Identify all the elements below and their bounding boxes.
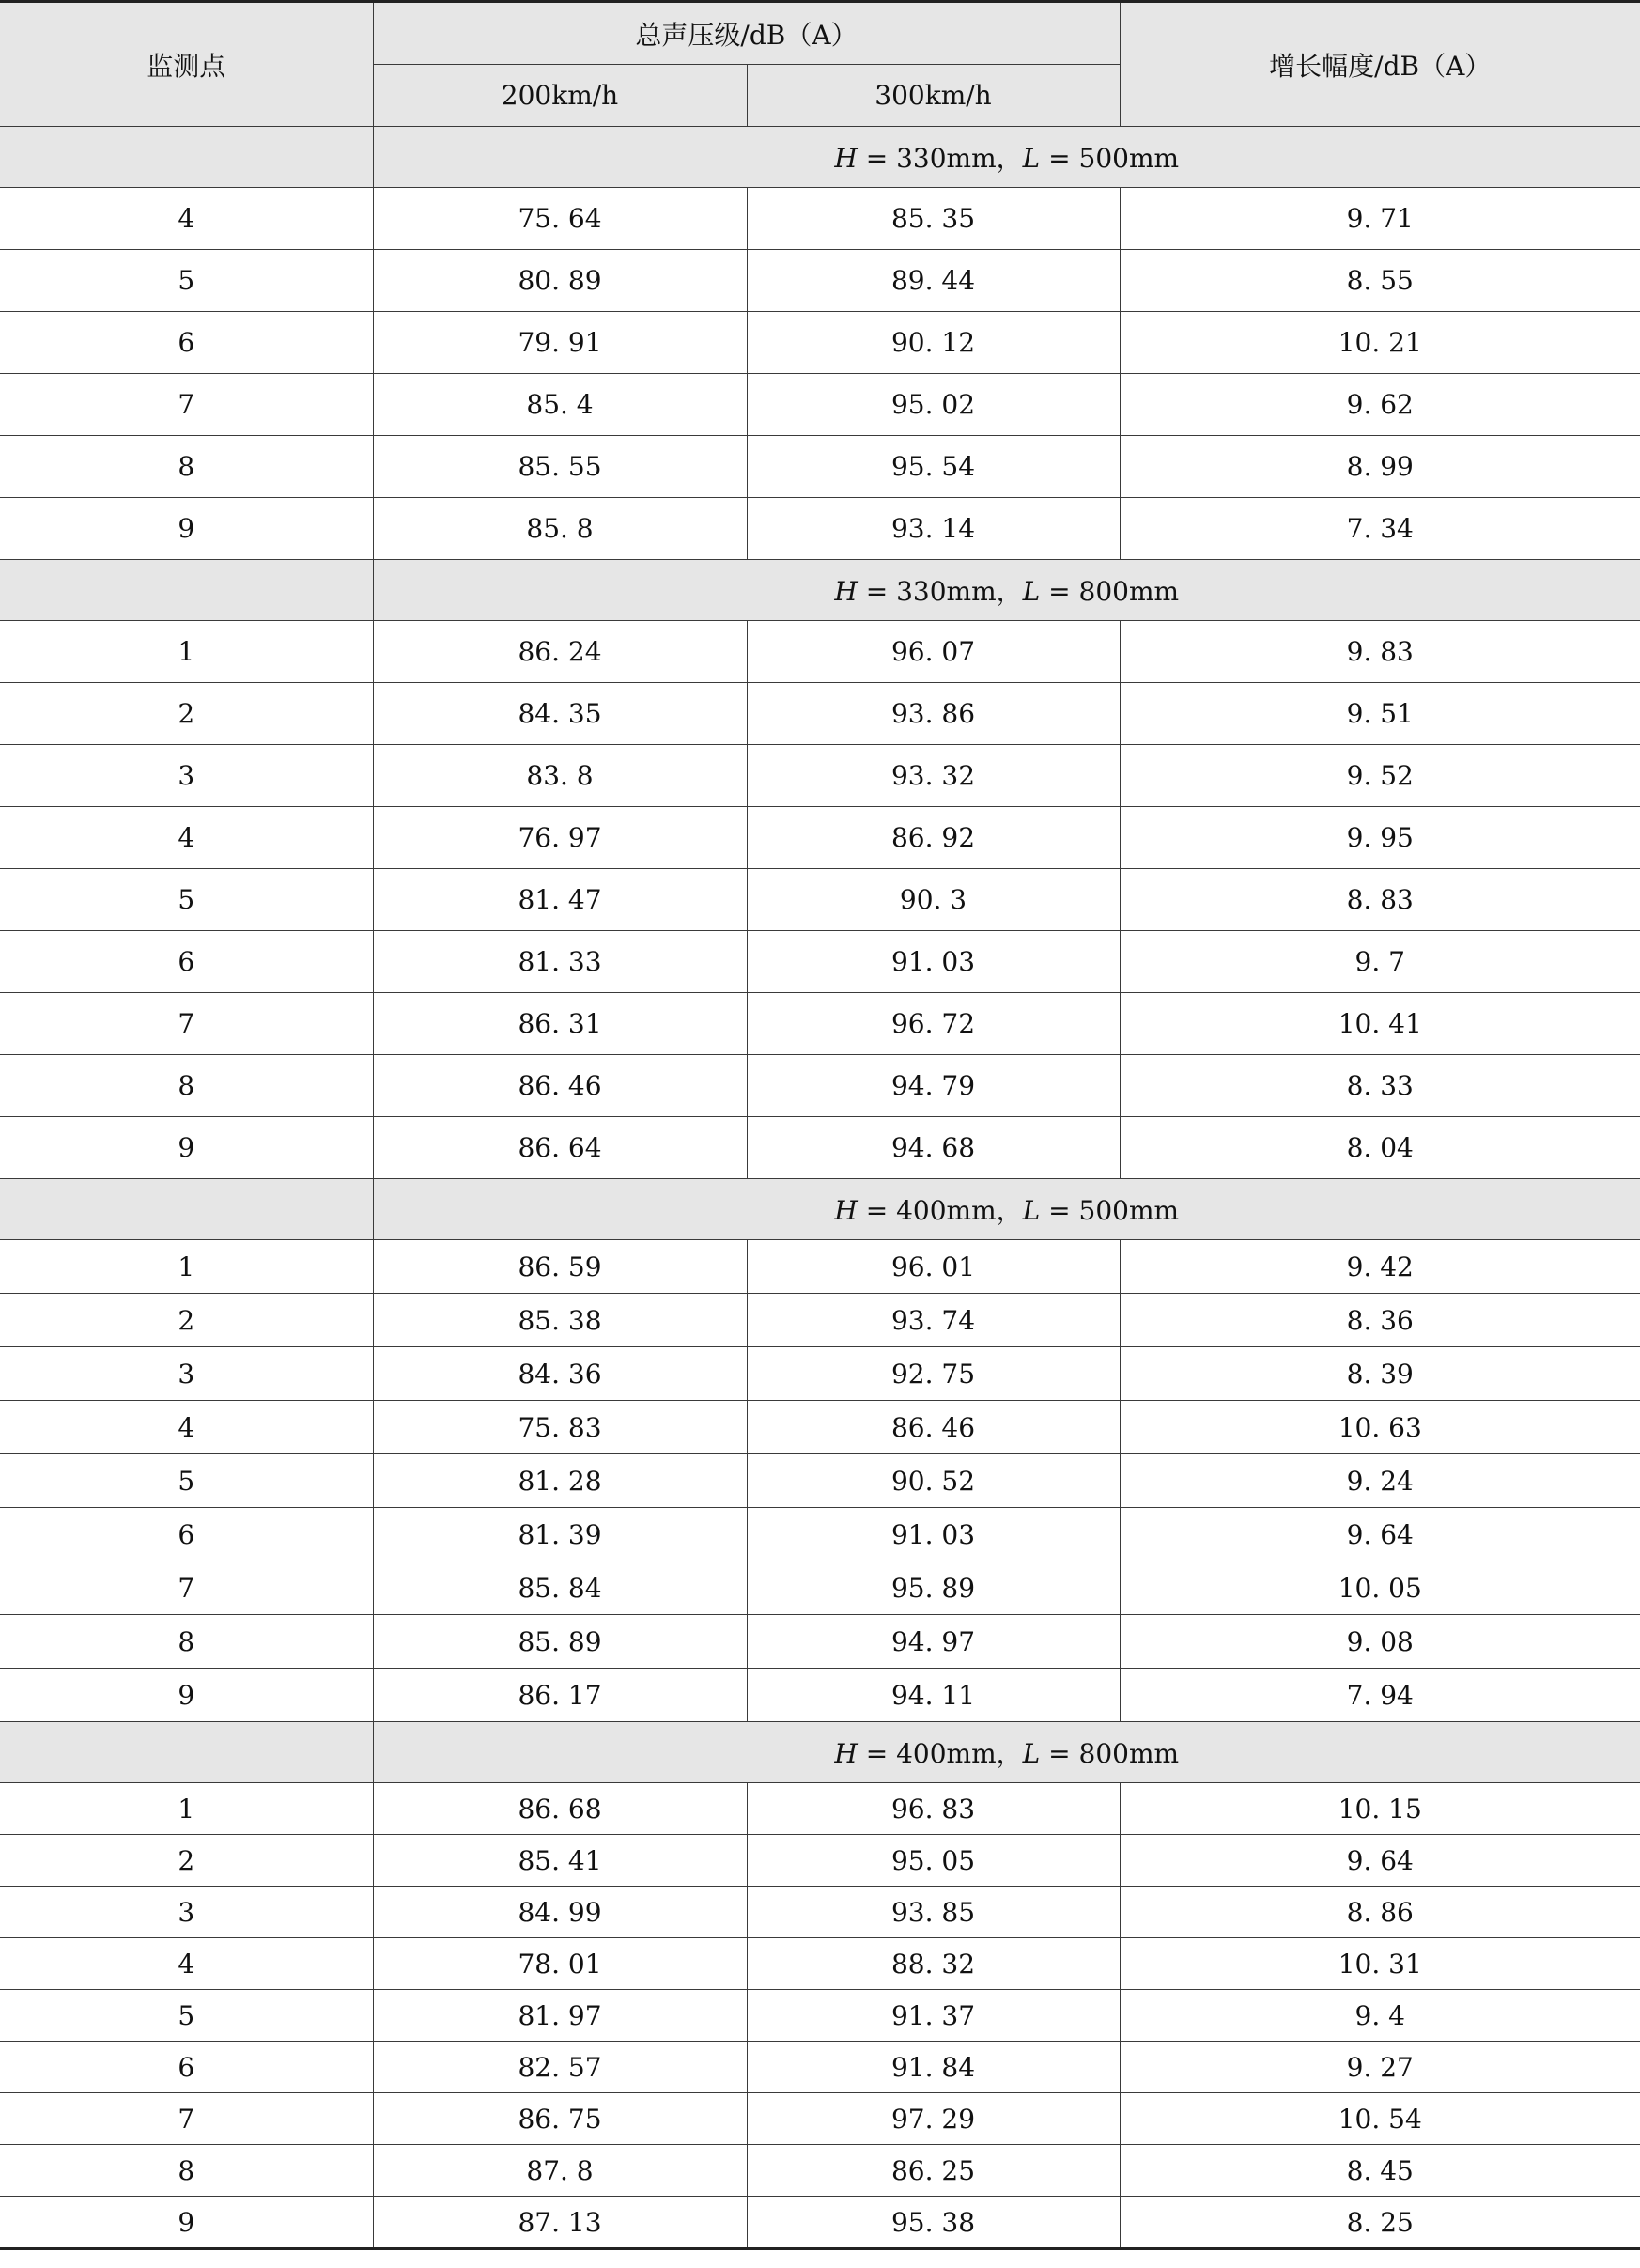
cell-increase: 9. 83 <box>1120 621 1640 683</box>
table-row <box>0 436 1640 498</box>
cell-monitor-point: 3 <box>0 1887 373 1938</box>
cell-spl-200: 87. 8 <box>373 2145 747 2197</box>
cell-increase: 8. 99 <box>1120 436 1640 498</box>
cell-increase: 9. 51 <box>1120 683 1640 745</box>
cell-spl-200: 78. 01 <box>373 1938 747 1990</box>
cell-increase: 10. 21 <box>1120 312 1640 374</box>
cell-monitor-point: 5 <box>0 250 373 312</box>
cell-increase: 10. 41 <box>1120 993 1640 1055</box>
table-row <box>0 1835 1640 1887</box>
cell-spl-200: 81. 33 <box>373 931 747 993</box>
cell-spl-300: 90. 3 <box>747 869 1120 931</box>
cell-monitor-point: 6 <box>0 931 373 993</box>
cell-spl-300: 90. 52 <box>747 1454 1120 1508</box>
cell-increase: 9. 64 <box>1120 1835 1640 1887</box>
cell-spl-300: 91. 37 <box>747 1990 1120 2042</box>
cell-increase: 9. 27 <box>1120 2042 1640 2093</box>
cell-increase: 10. 63 <box>1120 1401 1640 1454</box>
table-header <box>0 2 1640 127</box>
section-h-value: = 400mm， <box>857 1195 1023 1226</box>
cell-spl-300: 95. 02 <box>747 374 1120 436</box>
cell-monitor-point: 2 <box>0 1294 373 1347</box>
table-row <box>0 1887 1640 1938</box>
table-row <box>0 1401 1640 1454</box>
cell-increase: 9. 52 <box>1120 745 1640 807</box>
table-row <box>0 1294 1640 1347</box>
cell-monitor-point: 4 <box>0 188 373 250</box>
cell-monitor-point: 6 <box>0 2042 373 2093</box>
cell-monitor-point: 6 <box>0 312 373 374</box>
cell-spl-300: 97. 29 <box>747 2093 1120 2145</box>
table-row <box>0 1561 1640 1615</box>
table-row <box>0 2145 1640 2197</box>
section-h-variable: H <box>834 576 858 607</box>
section-condition-label <box>373 127 1640 188</box>
table-row <box>0 2093 1640 2145</box>
cell-spl-300: 96. 01 <box>747 1240 1120 1294</box>
section-blank-cell <box>0 1722 373 1783</box>
header-speed-200: 200km/h <box>373 65 747 127</box>
table-row <box>0 1508 1640 1561</box>
cell-spl-200: 87. 13 <box>373 2197 747 2249</box>
cell-increase: 10. 05 <box>1120 1561 1640 1615</box>
cell-increase: 10. 15 <box>1120 1783 1640 1835</box>
cell-spl-300: 94. 68 <box>747 1117 1120 1179</box>
cell-spl-300: 93. 86 <box>747 683 1120 745</box>
cell-monitor-point: 7 <box>0 2093 373 2145</box>
cell-increase: 9. 42 <box>1120 1240 1640 1294</box>
table-row <box>0 993 1640 1055</box>
cell-monitor-point: 4 <box>0 1938 373 1990</box>
section-header-row <box>0 1722 1640 1783</box>
cell-spl-300: 91. 03 <box>747 1508 1120 1561</box>
table-row <box>0 2042 1640 2093</box>
cell-monitor-point: 8 <box>0 1055 373 1117</box>
header-monitor-point: 监测点 <box>0 2 373 127</box>
cell-spl-300: 95. 05 <box>747 1835 1120 1887</box>
cell-spl-300: 96. 83 <box>747 1783 1120 1835</box>
cell-monitor-point: 7 <box>0 993 373 1055</box>
cell-increase: 8. 55 <box>1120 250 1640 312</box>
section-h-value: = 400mm， <box>857 1738 1023 1769</box>
cell-spl-300: 90. 12 <box>747 312 1120 374</box>
cell-monitor-point: 2 <box>0 1835 373 1887</box>
table-row <box>0 683 1640 745</box>
section-header-row <box>0 560 1640 621</box>
section-header-row <box>0 127 1640 188</box>
cell-spl-300: 93. 85 <box>747 1887 1120 1938</box>
section-h-variable: H <box>834 1195 858 1226</box>
cell-spl-300: 91. 03 <box>747 931 1120 993</box>
table-body <box>0 127 1640 2249</box>
table-row <box>0 374 1640 436</box>
cell-spl-300: 95. 38 <box>747 2197 1120 2249</box>
cell-spl-200: 76. 97 <box>373 807 747 869</box>
cell-monitor-point: 9 <box>0 2197 373 2249</box>
section-condition-label <box>373 1179 1640 1240</box>
cell-spl-300: 91. 84 <box>747 2042 1120 2093</box>
cell-increase: 9. 7 <box>1120 931 1640 993</box>
section-blank-cell <box>0 127 373 188</box>
cell-increase: 8. 86 <box>1120 1887 1640 1938</box>
section-condition-label <box>373 1722 1640 1783</box>
section-l-variable: L <box>1022 1738 1041 1769</box>
table-row <box>0 1347 1640 1401</box>
cell-spl-300: 94. 97 <box>747 1615 1120 1669</box>
cell-increase: 8. 33 <box>1120 1055 1640 1117</box>
cell-monitor-point: 9 <box>0 498 373 560</box>
cell-increase: 7. 94 <box>1120 1669 1640 1722</box>
cell-spl-300: 93. 32 <box>747 745 1120 807</box>
cell-monitor-point: 2 <box>0 683 373 745</box>
cell-monitor-point: 5 <box>0 869 373 931</box>
cell-spl-200: 84. 99 <box>373 1887 747 1938</box>
table-row <box>0 745 1640 807</box>
header-total-spl: 总声压级/dB（A） <box>373 2 1120 65</box>
cell-increase: 8. 36 <box>1120 1294 1640 1347</box>
cell-spl-300: 88. 32 <box>747 1938 1120 1990</box>
cell-spl-300: 96. 07 <box>747 621 1120 683</box>
cell-spl-200: 86. 17 <box>373 1669 747 1722</box>
cell-spl-200: 85. 89 <box>373 1615 747 1669</box>
cell-monitor-point: 3 <box>0 745 373 807</box>
cell-spl-300: 93. 14 <box>747 498 1120 560</box>
table-row <box>0 1240 1640 1294</box>
section-blank-cell <box>0 560 373 621</box>
table-row <box>0 621 1640 683</box>
section-h-variable: H <box>834 1738 858 1769</box>
cell-monitor-point: 9 <box>0 1669 373 1722</box>
cell-spl-300: 94. 11 <box>747 1669 1120 1722</box>
cell-spl-200: 75. 83 <box>373 1401 747 1454</box>
cell-increase: 9. 08 <box>1120 1615 1640 1669</box>
section-header-row <box>0 1179 1640 1240</box>
section-l-variable: L <box>1022 1195 1041 1226</box>
table-row <box>0 1055 1640 1117</box>
section-blank-cell <box>0 1179 373 1240</box>
cell-increase: 9. 95 <box>1120 807 1640 869</box>
cell-spl-200: 84. 35 <box>373 683 747 745</box>
section-h-value: = 330mm， <box>857 143 1023 174</box>
section-h-variable: H <box>834 143 858 174</box>
cell-monitor-point: 9 <box>0 1117 373 1179</box>
cell-spl-300: 95. 89 <box>747 1561 1120 1615</box>
table-row <box>0 1783 1640 1835</box>
table-row <box>0 2197 1640 2249</box>
cell-monitor-point: 3 <box>0 1347 373 1401</box>
table-row <box>0 1669 1640 1722</box>
cell-spl-200: 85. 41 <box>373 1835 747 1887</box>
cell-spl-300: 93. 74 <box>747 1294 1120 1347</box>
cell-spl-200: 86. 68 <box>373 1783 747 1835</box>
cell-monitor-point: 7 <box>0 374 373 436</box>
cell-spl-300: 86. 46 <box>747 1401 1120 1454</box>
cell-increase: 9. 24 <box>1120 1454 1640 1508</box>
table-row <box>0 250 1640 312</box>
cell-spl-200: 86. 59 <box>373 1240 747 1294</box>
table-row <box>0 1117 1640 1179</box>
cell-spl-200: 86. 24 <box>373 621 747 683</box>
cell-spl-300: 86. 92 <box>747 807 1120 869</box>
cell-increase: 8. 83 <box>1120 869 1640 931</box>
cell-increase: 10. 54 <box>1120 2093 1640 2145</box>
cell-monitor-point: 1 <box>0 1240 373 1294</box>
cell-monitor-point: 4 <box>0 1401 373 1454</box>
cell-spl-200: 80. 89 <box>373 250 747 312</box>
section-l-variable: L <box>1022 576 1041 607</box>
section-l-value: = 800mm <box>1040 576 1180 607</box>
section-l-value: = 500mm <box>1040 143 1180 174</box>
table-row <box>0 869 1640 931</box>
cell-spl-300: 95. 54 <box>747 436 1120 498</box>
cell-spl-200: 84. 36 <box>373 1347 747 1401</box>
cell-increase: 10. 31 <box>1120 1938 1640 1990</box>
header-increase: 增长幅度/dB（A） <box>1120 2 1640 127</box>
cell-spl-200: 82. 57 <box>373 2042 747 2093</box>
table-row <box>0 498 1640 560</box>
cell-increase: 8. 25 <box>1120 2197 1640 2249</box>
cell-spl-300: 92. 75 <box>747 1347 1120 1401</box>
table-row <box>0 1615 1640 1669</box>
section-l-value: = 500mm <box>1040 1195 1180 1226</box>
cell-spl-300: 85. 35 <box>747 188 1120 250</box>
cell-spl-200: 79. 91 <box>373 312 747 374</box>
cell-spl-300: 94. 79 <box>747 1055 1120 1117</box>
cell-spl-300: 86. 25 <box>747 2145 1120 2197</box>
cell-spl-200: 85. 8 <box>373 498 747 560</box>
cell-monitor-point: 1 <box>0 1783 373 1835</box>
cell-increase: 8. 04 <box>1120 1117 1640 1179</box>
cell-monitor-point: 1 <box>0 621 373 683</box>
cell-spl-200: 85. 38 <box>373 1294 747 1347</box>
section-l-value: = 800mm <box>1040 1738 1180 1769</box>
table-row <box>0 1990 1640 2042</box>
cell-monitor-point: 4 <box>0 807 373 869</box>
cell-spl-200: 81. 28 <box>373 1454 747 1508</box>
cell-spl-300: 96. 72 <box>747 993 1120 1055</box>
cell-monitor-point: 5 <box>0 1454 373 1508</box>
table-row <box>0 1938 1640 1990</box>
cell-monitor-point: 5 <box>0 1990 373 2042</box>
cell-spl-200: 86. 75 <box>373 2093 747 2145</box>
cell-increase: 8. 45 <box>1120 2145 1640 2197</box>
table-row <box>0 807 1640 869</box>
cell-increase: 9. 4 <box>1120 1990 1640 2042</box>
section-l-variable: L <box>1022 143 1041 174</box>
cell-spl-200: 86. 46 <box>373 1055 747 1117</box>
cell-spl-200: 81. 39 <box>373 1508 747 1561</box>
table-row <box>0 931 1640 993</box>
table-row <box>0 188 1640 250</box>
cell-spl-200: 75. 64 <box>373 188 747 250</box>
cell-increase: 9. 62 <box>1120 374 1640 436</box>
cell-spl-200: 86. 64 <box>373 1117 747 1179</box>
table-row <box>0 312 1640 374</box>
cell-monitor-point: 7 <box>0 1561 373 1615</box>
cell-increase: 7. 34 <box>1120 498 1640 560</box>
cell-spl-200: 83. 8 <box>373 745 747 807</box>
header-speed-300: 300km/h <box>747 65 1120 127</box>
cell-increase: 9. 71 <box>1120 188 1640 250</box>
cell-increase: 9. 64 <box>1120 1508 1640 1561</box>
cell-monitor-point: 8 <box>0 1615 373 1669</box>
cell-monitor-point: 8 <box>0 436 373 498</box>
cell-spl-200: 85. 84 <box>373 1561 747 1615</box>
cell-spl-300: 89. 44 <box>747 250 1120 312</box>
table-row <box>0 1454 1640 1508</box>
cell-spl-200: 85. 4 <box>373 374 747 436</box>
section-h-value: = 330mm， <box>857 576 1023 607</box>
section-condition-label <box>373 560 1640 621</box>
cell-spl-200: 85. 55 <box>373 436 747 498</box>
cell-spl-200: 86. 31 <box>373 993 747 1055</box>
cell-increase: 8. 39 <box>1120 1347 1640 1401</box>
cell-spl-200: 81. 97 <box>373 1990 747 2042</box>
cell-monitor-point: 8 <box>0 2145 373 2197</box>
cell-spl-200: 81. 47 <box>373 869 747 931</box>
cell-monitor-point: 6 <box>0 1508 373 1561</box>
